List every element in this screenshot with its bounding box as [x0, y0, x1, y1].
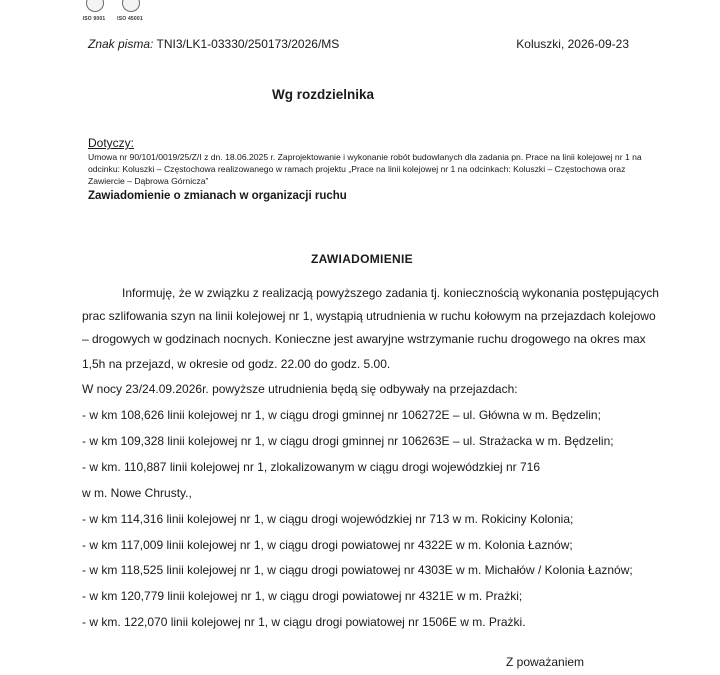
certificate-caption: ISO 45001: [117, 16, 143, 22]
crossing-item: - w km 109,328 linii kolejowej nr 1, w ciągu drogi gminnej nr 106263E – ul. Strażacka w m. Będzelin;: [82, 434, 614, 448]
certificate-seal-icon: [80, 0, 108, 22]
reference-number: [88, 37, 339, 51]
body-line: – drogowych w godzinach nocnych. Konieczne jest awaryjne wstrzymanie ruchu drogowego na okres max: [82, 332, 646, 346]
crossing-item: - w km 117,009 linii kolejowej nr 1, w ciągu drogi powiatowej nr 4322E w m. Kolonia Łaznów;: [82, 538, 573, 552]
body-line: 1,5h na przejazd, w okresie od godz. 22.00 do godz. 5.00.: [82, 357, 391, 371]
crossing-item: - w km. 122,070 linii kolejowej nr 1, w ciągu drogi powiatowej nr 1506E w m. Prażki.: [82, 615, 526, 629]
body-line: prac szlifowania szyn na linii kolejowej nr 1, wystąpią utrudnienia w ruchu kołowym na przejazdach kolejowo: [82, 309, 656, 323]
body-line: W nocy 23/24.09.2026r. powyższe utrudnienia będą się odbywały na przejazdach:: [82, 382, 518, 396]
body-line: Informuję, że w związku z realizacją powyższego zadania tj. koniecznością wykonania postępujących: [122, 286, 659, 300]
certificate-seal-icon: [116, 0, 144, 22]
crossing-item: - w km 120,779 linii kolejowej nr 1, w ciągu drogi powiatowej nr 4321E w m. Prażki;: [82, 589, 523, 603]
signoff: Z poważaniem: [506, 655, 585, 669]
subject-label: Dotyczy:: [88, 136, 135, 150]
crossing-item: - w km 108,626 linii kolejowej nr 1, w ciągu drogi gminnej nr 106272E – ul. Główna w m. Będzelin;: [82, 408, 601, 422]
body-heading: ZAWIADOMIENIE: [311, 252, 413, 266]
certificate-caption: ISO 9001: [82, 16, 106, 22]
reference-value: TNI3/LK1-03330/250173/2026/MS: [156, 37, 340, 51]
crossing-item: - w km. 110,887 linii kolejowej nr 1, zlokalizowanym w ciągu drogi wojewódzkiej nr 716: [82, 460, 540, 474]
subject-text: Umowa nr 90/101/0019/25/Z/I z dn. 18.06.2025 r. Zaprojektowanie i wykonanie robót budowlanych dla zadania pn. Prace na linii kolejowej nr 1 na odcinku: Koluszki – Częstochowa realizowanego w ramach projektu „Prace na linii kolejowej nr 1 na odcinkach: Koluszki – Częstochowa oraz Zawiercie – Dąbrowa Górnicza”: [88, 152, 642, 186]
addressee: Wg rozdzielnika: [272, 87, 375, 102]
crossing-item: - w km 118,525 linii kolejowej nr 1, w ciągu drogi powiatowej nr 4303E w m. Michałów / Kolonia Łaznów;: [82, 563, 633, 577]
certification-logos: [80, 0, 144, 22]
crossing-item: - w km 114,316 linii kolejowej nr 1, w ciągu drogi wojewódzkiej nr 713 w m. Rokiciny Kolonia;: [82, 512, 574, 526]
crossing-item-continuation: w m. Nowe Chrusty.,: [82, 486, 192, 500]
reference-label: Znak pisma:: [88, 37, 154, 51]
place-date: Koluszki, 2026-09-23: [516, 37, 629, 51]
notice-title: Zawiadomienie o zmianach w organizacji ruchu: [88, 190, 347, 202]
